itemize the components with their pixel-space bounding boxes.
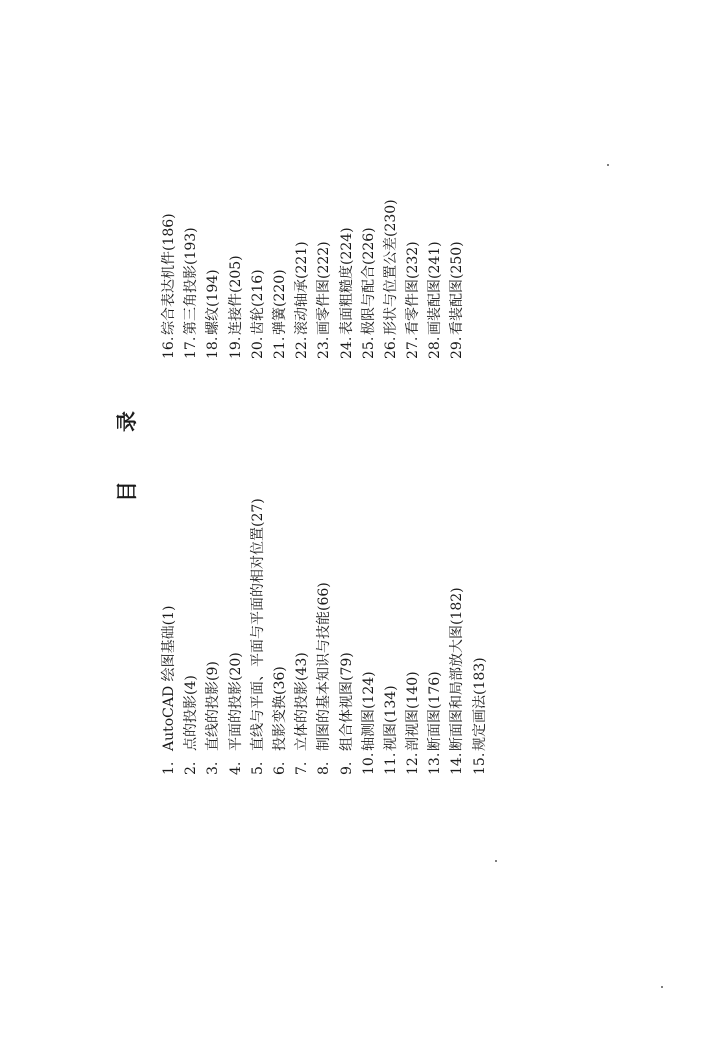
toc-entry-text: 螺纹(194) — [205, 269, 222, 335]
toc-entry — [313, 498, 335, 775]
toc-entry-number: 1. — [161, 761, 177, 775]
toc-entry-text: 平面的投影(20) — [227, 652, 244, 751]
toc-entry — [336, 199, 358, 359]
toc-entry-number: 14. — [449, 752, 466, 775]
toc-entry-text: 直线与平面、平面与平面的相对位置(27) — [249, 498, 266, 751]
toc-entry-text: 综合表达机件(186) — [161, 213, 177, 335]
toc-entry-number: 12. — [405, 752, 422, 775]
title-char-1: 目 — [115, 481, 139, 502]
toc-entry — [291, 199, 313, 359]
scan-speck — [661, 986, 663, 988]
toc-entry — [358, 199, 380, 359]
toc-entry-text: 画装配图(241) — [427, 241, 444, 335]
toc-entry-number: 19. — [227, 336, 244, 359]
toc-entry-number: 28. — [427, 336, 444, 359]
toc-entry-text: 连接件(205) — [227, 255, 244, 335]
toc-entry-text: 看装配图(250) — [449, 241, 466, 335]
title-char-2: 录 — [115, 411, 139, 432]
toc-entry — [225, 199, 247, 359]
toc-entry-number: 3. — [205, 761, 222, 775]
toc-entry-text: 制图的基本知识与技能(66) — [316, 582, 333, 751]
toc-entry-number: 17. — [183, 336, 200, 359]
toc-entry — [291, 498, 313, 775]
toc-column-left — [158, 498, 491, 775]
toc-entry-number: 21. — [271, 336, 288, 359]
toc-entry — [247, 199, 269, 359]
toc-entry-number: 9. — [338, 761, 355, 775]
toc-entry — [180, 199, 202, 359]
toc-entry-number: 4. — [227, 761, 244, 775]
toc-entry-number: 5. — [249, 761, 266, 775]
toc-entry-number: 29. — [449, 336, 466, 359]
toc-entry-text: 齿轮(216) — [249, 269, 266, 335]
toc-entry-text: 组合体视图(79) — [338, 652, 355, 751]
toc-entry — [380, 498, 402, 775]
toc-entry — [402, 199, 424, 359]
toc-entry-number: 23. — [316, 336, 333, 359]
toc-entry-number: 22. — [294, 336, 311, 359]
toc-entry — [380, 199, 402, 359]
toc-entry-number: 20. — [249, 336, 266, 359]
toc-entry — [158, 498, 180, 775]
toc-entry-number: 13. — [427, 752, 444, 775]
toc-entry — [247, 498, 269, 775]
toc-entry-number: 27. — [405, 336, 422, 359]
toc-entry-text: 视图(134) — [382, 685, 399, 751]
toc-entry-number: 26. — [382, 336, 399, 359]
toc-entry-text: 剖视图(140) — [405, 671, 422, 751]
toc-entry-number: 2. — [183, 761, 200, 775]
toc-column-right — [158, 199, 469, 359]
toc-entry-text: 表面粗糙度(224) — [338, 227, 355, 335]
toc-entry-text: 直线的投影(9) — [205, 661, 222, 751]
toc-entry — [269, 199, 291, 359]
toc-entry-text: 极限与配合(226) — [360, 227, 377, 335]
toc-entry — [358, 498, 380, 775]
toc-entry — [402, 498, 424, 775]
toc-entry — [446, 199, 468, 359]
toc-entry-text: 看零件图(232) — [405, 241, 422, 335]
toc-entry — [180, 498, 202, 775]
scan-speck — [607, 164, 609, 166]
page-title — [112, 0, 152, 1039]
toc-entry — [202, 199, 224, 359]
toc-entry-number: 18. — [205, 336, 222, 359]
toc-entry — [202, 498, 224, 775]
toc-entry-text: 规定画法(183) — [471, 657, 488, 751]
toc-entry-number: 15. — [471, 752, 488, 775]
toc-entry-text: 断面图(176) — [427, 671, 444, 751]
toc-entry-text: 投影变换(36) — [271, 666, 288, 751]
toc-entry-number: 11. — [382, 752, 399, 775]
toc-entry-text: AutoCAD 绘图基础(1) — [161, 605, 177, 751]
toc-entry — [424, 498, 446, 775]
toc-entry-number: 8. — [316, 761, 333, 775]
toc-entry — [469, 498, 491, 775]
toc-entry-number: 16. — [161, 336, 177, 359]
toc-entry — [336, 498, 358, 775]
toc-entry — [158, 199, 180, 359]
toc-entry — [424, 199, 446, 359]
scan-speck — [495, 860, 497, 862]
toc-entry-text: 第三角投影(193) — [183, 227, 200, 335]
toc-entry-text: 画零件图(222) — [316, 241, 333, 335]
toc-entry-number: 10. — [360, 752, 377, 775]
toc-entry-text: 立体的投影(43) — [294, 652, 311, 751]
toc-entry-number: 24. — [338, 336, 355, 359]
toc-entry-text: 弹簧(220) — [271, 269, 288, 335]
toc-entry-number: 7. — [294, 761, 311, 775]
toc-entry — [225, 498, 247, 775]
toc-entry-text: 滚动轴承(221) — [294, 241, 311, 335]
toc-entry-text: 断面图和局部放大图(182) — [449, 587, 466, 751]
toc-entry-text: 点的投影(4) — [183, 675, 200, 751]
toc-entry — [269, 498, 291, 775]
toc-entry-number: 6. — [271, 761, 288, 775]
toc-entry-text: 轴测图(124) — [360, 671, 377, 751]
toc-entry — [446, 498, 468, 775]
toc-entry-number: 25. — [360, 336, 377, 359]
toc-entry-text: 形状与位置公差(230) — [382, 199, 399, 335]
toc-entry — [313, 199, 335, 359]
